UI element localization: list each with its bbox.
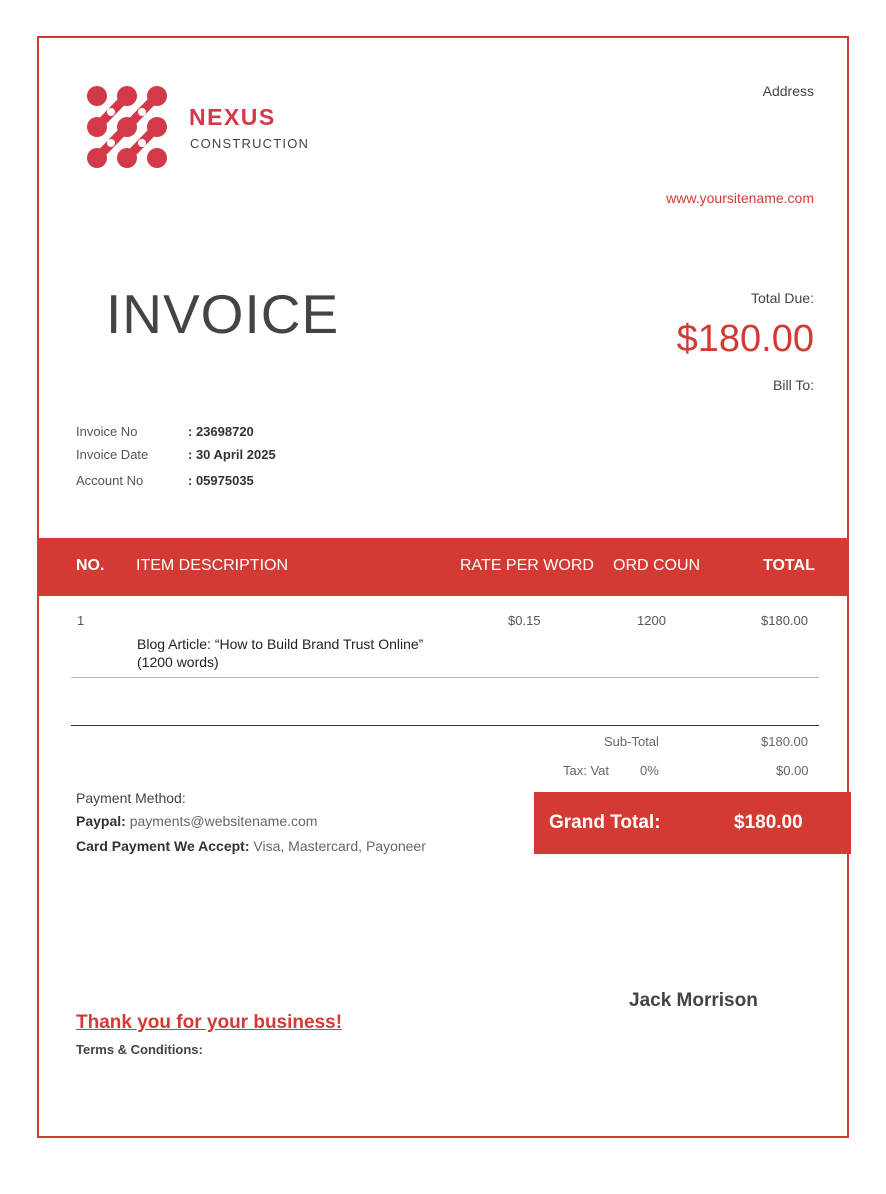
card-payment-label: Card Payment We Accept: bbox=[76, 838, 250, 854]
header-rate-per-word: RATE PER WORD bbox=[460, 557, 594, 574]
grand-total-box bbox=[534, 792, 851, 854]
payment-method-title: Payment Method: bbox=[76, 790, 186, 806]
bill-to-label: Bill To: bbox=[773, 377, 814, 393]
header-item-description: ITEM DESCRIPTION bbox=[136, 557, 289, 574]
page-title: INVOICE bbox=[106, 283, 340, 345]
account-no-label: Account No bbox=[76, 473, 144, 488]
invoice-date-value: : 30 April 2025 bbox=[188, 447, 276, 462]
paypal-label: Paypal: bbox=[76, 813, 126, 829]
invoice-no-label: Invoice No bbox=[76, 424, 138, 439]
account-no-value: : 05975035 bbox=[188, 473, 254, 488]
paypal-value: payments@websitename.com bbox=[129, 813, 318, 829]
row-rate: $0.15 bbox=[508, 613, 541, 628]
subtotal-value: $180.00 bbox=[761, 734, 808, 749]
paypal-line bbox=[76, 813, 317, 829]
summary-divider bbox=[71, 725, 819, 726]
invoice-date-row bbox=[76, 447, 276, 462]
header-word-count: ORD COUN bbox=[613, 557, 701, 574]
nexus-logo-icon bbox=[86, 84, 168, 170]
tax-rate: 0% bbox=[640, 763, 659, 778]
address-label: Address bbox=[762, 83, 814, 99]
header-total: TOTAL bbox=[763, 557, 815, 574]
row-no: 1 bbox=[77, 613, 85, 628]
header-no: NO. bbox=[76, 557, 105, 574]
tax-value: $0.00 bbox=[776, 763, 809, 778]
website-link[interactable]: www.yoursitename.com bbox=[666, 190, 814, 206]
tax-label: Tax: Vat bbox=[563, 763, 610, 778]
invoice-no-row bbox=[76, 424, 254, 439]
card-payment-value: Visa, Mastercard, Payoneer bbox=[253, 838, 426, 854]
grand-total-value: $180.00 bbox=[734, 812, 803, 833]
table-header bbox=[37, 538, 849, 596]
thank-you-message: Thank you for your business! bbox=[76, 1012, 343, 1033]
row-divider bbox=[71, 677, 819, 678]
row-description: Blog Article: “How to Build Brand Trust Online” (1200 words) bbox=[137, 636, 424, 670]
total-due-label: Total Due: bbox=[750, 290, 814, 306]
grand-total-label: Grand Total: bbox=[549, 812, 661, 833]
subtotal-label: Sub-Total bbox=[604, 734, 659, 749]
terms-label: Terms & Conditions: bbox=[76, 1042, 203, 1057]
total-due-amount: $180.00 bbox=[676, 318, 814, 360]
row-total: $180.00 bbox=[761, 613, 808, 628]
brand-name: NEXUS bbox=[189, 104, 276, 130]
row-count: 1200 bbox=[637, 613, 666, 628]
invoice-no-value: : 23698720 bbox=[188, 424, 254, 439]
account-no-row bbox=[76, 473, 254, 488]
brand-subtitle: CONSTRUCTION bbox=[190, 136, 310, 151]
signer-name: Jack Morrison bbox=[629, 990, 758, 1011]
invoice-date-label: Invoice Date bbox=[76, 447, 149, 462]
card-payment-line bbox=[76, 838, 426, 854]
